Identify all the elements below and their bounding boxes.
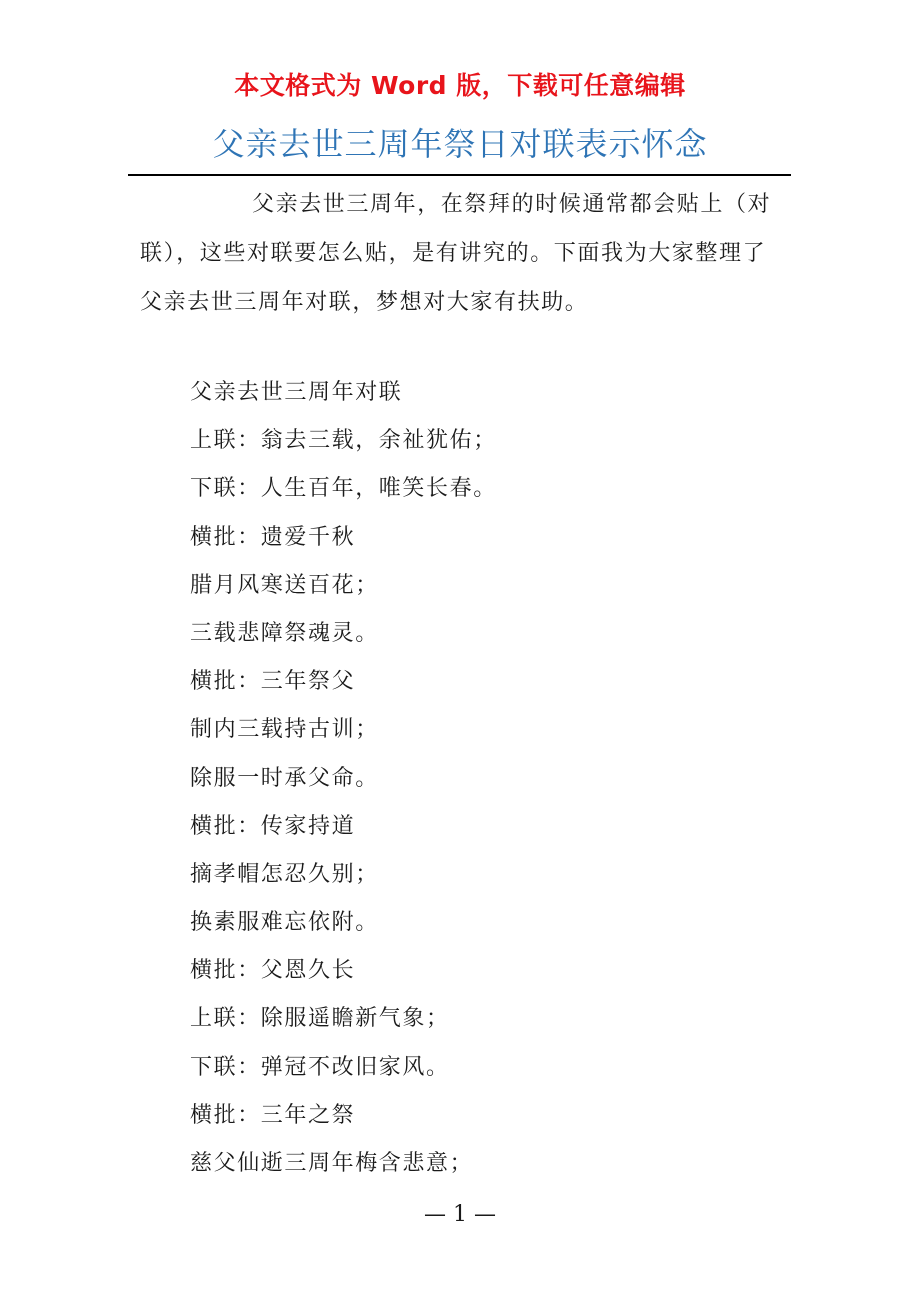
- couplet-list: [190, 369, 790, 1188]
- couplet-banner-line: 横批：三年之祭: [190, 1102, 356, 1128]
- couplet-line: 慈父仙逝三周年梅含悲意；: [190, 1151, 474, 1176]
- couplet-line: 制内三载持古训；: [190, 717, 379, 743]
- couplet-line: 三载悲障祭魂灵。: [190, 620, 379, 646]
- couplet-banner-line: 横批：传家持道: [190, 813, 356, 839]
- intro-paragraph: 父亲去世三周年，在祭拜的时候通常都会贴上（对联），这些对联要怎么贴，是有讲究的。下面我为大家整理了父亲去世三周年对联，梦想对大家有扶助。: [140, 192, 772, 315]
- couplet-line: 摘孝帽怎忍久别；: [190, 861, 379, 887]
- format-notice-banner: 本文格式为 Word 版，下载可任意编辑: [234, 71, 686, 100]
- couplet-line: 上联：翁去三载，余祉犹佑；: [190, 428, 497, 454]
- document-title: 父亲去世三周年祭日对联表示怀念: [212, 125, 708, 163]
- couplet-banner-line: 横批：遗爱千秋: [190, 524, 356, 550]
- couplet-line: 换素服难忘依附。: [190, 910, 379, 936]
- couplet-line: 上联：除服遥瞻新气象；: [190, 1006, 450, 1032]
- couplet-line: 下联：人生百年，唯笑长春。: [190, 476, 497, 502]
- couplet-heading: 父亲去世三周年对联: [190, 380, 403, 405]
- couplet-banner-line: 横批：三年祭父: [190, 669, 356, 695]
- couplet-line: 除服一时承父命。: [190, 765, 379, 791]
- title-divider: [128, 174, 791, 176]
- couplet-banner-line: 横批：父恩久长: [190, 958, 356, 984]
- couplet-line: 下联：弹冠不改旧家风。: [190, 1054, 450, 1080]
- couplet-line: 腊月风寒送百花；: [190, 572, 379, 598]
- page-number: — 1 —: [424, 1202, 496, 1227]
